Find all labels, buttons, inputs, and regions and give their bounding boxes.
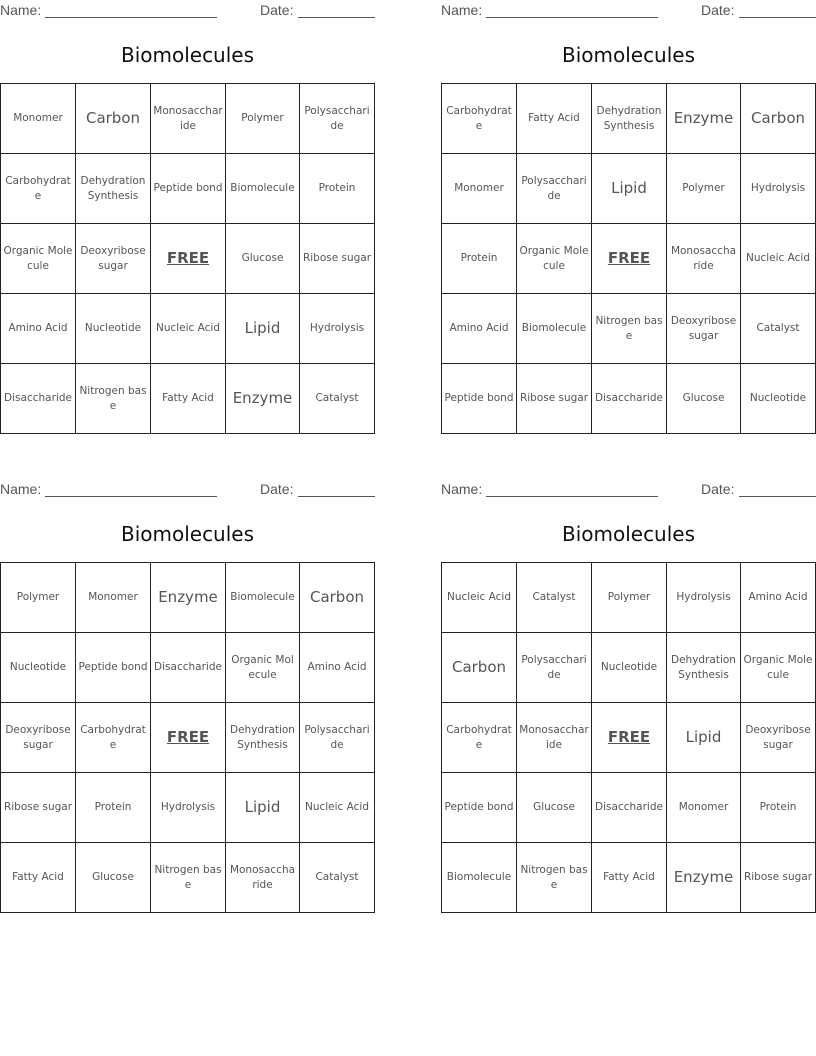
bingo-cell: Nucleic Acid <box>151 294 226 364</box>
bingo-cell: Nitrogen base <box>76 364 151 434</box>
bingo-cell: Glucose <box>76 843 151 913</box>
bingo-cell: Biomolecule <box>226 154 300 224</box>
bingo-cell: Protein <box>442 224 517 294</box>
bingo-cell: Hydrolysis <box>667 563 741 633</box>
bingo-cell: Deoxyribose sugar <box>76 224 151 294</box>
bingo-cell: Deoxyribose sugar <box>1 703 76 773</box>
bingo-cell: Carbohydrate <box>1 154 76 224</box>
bingo-cell: Catalyst <box>517 563 592 633</box>
bingo-cell: Organic Molecule <box>517 224 592 294</box>
card-title: Biomolecules <box>120 43 255 67</box>
card-header <box>0 0 375 22</box>
bingo-cell: Peptide bond <box>76 633 151 703</box>
bingo-cell: Dehydration Synthesis <box>76 154 151 224</box>
bingo-cell: Peptide bond <box>151 154 226 224</box>
bingo-cell: Lipid <box>592 154 667 224</box>
bingo-cell: Catalyst <box>300 843 375 913</box>
bingo-cell: Glucose <box>226 224 300 294</box>
bingo-cell: Nucleotide <box>1 633 76 703</box>
bingo-cell: Polymer <box>226 84 300 154</box>
bingo-cell: Nucleotide <box>76 294 151 364</box>
card-header <box>441 479 816 501</box>
name-label: Name: <box>441 481 483 497</box>
bingo-cell: Ribose sugar <box>300 224 375 294</box>
bingo-cell: Enzyme <box>151 563 226 633</box>
bingo-cell: Monosaccharide <box>226 843 300 913</box>
bingo-cell: Amino Acid <box>442 294 517 364</box>
bingo-grid <box>441 562 816 913</box>
bingo-cell: Polymer <box>1 563 76 633</box>
card-title: Biomolecules <box>120 522 255 546</box>
bingo-cell: Monomer <box>76 563 151 633</box>
bingo-cell: Amino Acid <box>300 633 375 703</box>
bingo-card-3 <box>0 479 375 891</box>
bingo-cell: Monosaccharide <box>151 84 226 154</box>
bingo-cell: Disaccharide <box>592 364 667 434</box>
date-label: Date: <box>260 2 294 18</box>
bingo-cell: Catalyst <box>300 364 375 434</box>
bingo-cell: Dehydration Synthesis <box>226 703 300 773</box>
bingo-cell: Carbohydrate <box>442 84 517 154</box>
bingo-cell: Enzyme <box>667 843 741 913</box>
bingo-grid <box>441 83 816 434</box>
date-line <box>739 17 816 18</box>
bingo-cell: Nitrogen base <box>151 843 226 913</box>
date-label: Date: <box>260 481 294 497</box>
bingo-cell: Nucleotide <box>741 364 816 434</box>
bingo-grid <box>0 83 375 434</box>
free-space-cell: FREE <box>592 224 667 294</box>
bingo-cell: Lipid <box>226 294 300 364</box>
free-space-cell: FREE <box>151 224 226 294</box>
bingo-cell: Polymer <box>667 154 741 224</box>
bingo-card-1 <box>0 0 375 412</box>
bingo-cell: Protein <box>300 154 375 224</box>
bingo-cell: Nucleic Acid <box>741 224 816 294</box>
bingo-cell: Monosaccharide <box>517 703 592 773</box>
bingo-cell: Protein <box>741 773 816 843</box>
bingo-cell: Fatty Acid <box>1 843 76 913</box>
card-title: Biomolecules <box>561 43 696 67</box>
bingo-cell: Carbon <box>741 84 816 154</box>
bingo-cell: Polysaccharide <box>517 154 592 224</box>
bingo-cell: Deoxyribose sugar <box>667 294 741 364</box>
bingo-cell: Nitrogen base <box>517 843 592 913</box>
bingo-cell: Amino Acid <box>741 563 816 633</box>
bingo-cell: Polysaccharide <box>517 633 592 703</box>
date-line <box>298 17 375 18</box>
bingo-card-2 <box>441 0 816 404</box>
bingo-cell: Polymer <box>592 563 667 633</box>
card-header <box>441 0 816 22</box>
bingo-cell: Organic Molecule <box>226 633 300 703</box>
date-line <box>298 496 375 497</box>
bingo-cell: Peptide bond <box>442 773 517 843</box>
bingo-cell: Deoxyribose sugar <box>741 703 816 773</box>
bingo-grid <box>0 562 375 913</box>
bingo-cell: Carbohydrate <box>442 703 517 773</box>
bingo-cell: Monomer <box>1 84 76 154</box>
bingo-cell: Glucose <box>517 773 592 843</box>
bingo-cell: Polysaccharide <box>300 703 375 773</box>
date-label: Date: <box>701 2 735 18</box>
bingo-cell: Enzyme <box>667 84 741 154</box>
bingo-cell: Peptide bond <box>442 364 517 434</box>
bingo-cell: Nucleotide <box>592 633 667 703</box>
bingo-cell: Fatty Acid <box>151 364 226 434</box>
name-label: Name: <box>441 2 483 18</box>
bingo-cell: Biomolecule <box>226 563 300 633</box>
bingo-cell: Hydrolysis <box>741 154 816 224</box>
bingo-cell: Polysaccharide <box>300 84 375 154</box>
bingo-cell: Disaccharide <box>1 364 76 434</box>
bingo-cell: Nucleic Acid <box>442 563 517 633</box>
free-space-cell: FREE <box>592 703 667 773</box>
bingo-cell: Hydrolysis <box>151 773 226 843</box>
bingo-cell: Dehydration Synthesis <box>667 633 741 703</box>
bingo-cell: Amino Acid <box>1 294 76 364</box>
name-label: Name: <box>0 481 42 497</box>
name-label: Name: <box>0 2 42 18</box>
bingo-cell: Monomer <box>442 154 517 224</box>
bingo-cell: Lipid <box>667 703 741 773</box>
bingo-cell: Carbon <box>442 633 517 703</box>
bingo-cell: Dehydration Synthesis <box>592 84 667 154</box>
card-header <box>0 479 375 501</box>
date-label: Date: <box>701 481 735 497</box>
card-title: Biomolecules <box>561 522 696 546</box>
bingo-cell: Nucleic Acid <box>300 773 375 843</box>
bingo-cell: Lipid <box>226 773 300 843</box>
date-line <box>739 496 816 497</box>
bingo-cell: Ribose sugar <box>741 843 816 913</box>
bingo-cell: Organic Molecule <box>741 633 816 703</box>
bingo-cell: Fatty Acid <box>592 843 667 913</box>
bingo-cell: Disaccharide <box>151 633 226 703</box>
bingo-cell: Catalyst <box>741 294 816 364</box>
bingo-cell: Carbon <box>300 563 375 633</box>
bingo-cell: Fatty Acid <box>517 84 592 154</box>
bingo-cell: Carbon <box>76 84 151 154</box>
bingo-cell: Organic Molecule <box>1 224 76 294</box>
bingo-cell: Monosaccharide <box>667 224 741 294</box>
name-line <box>45 17 217 18</box>
bingo-cell: Biomolecule <box>517 294 592 364</box>
bingo-card-4 <box>441 479 816 891</box>
name-line <box>45 496 217 497</box>
bingo-cell: Enzyme <box>226 364 300 434</box>
bingo-cell: Glucose <box>667 364 741 434</box>
bingo-cell: Hydrolysis <box>300 294 375 364</box>
bingo-cell: Monomer <box>667 773 741 843</box>
name-line <box>486 17 658 18</box>
bingo-cell: Carbohydrate <box>76 703 151 773</box>
bingo-cell: Ribose sugar <box>517 364 592 434</box>
bingo-cell: Protein <box>76 773 151 843</box>
bingo-cell: Nitrogen base <box>592 294 667 364</box>
bingo-cell: Ribose sugar <box>1 773 76 843</box>
bingo-cell: Disaccharide <box>592 773 667 843</box>
free-space-cell: FREE <box>151 703 226 773</box>
bingo-cell: Biomolecule <box>442 843 517 913</box>
name-line <box>486 496 658 497</box>
